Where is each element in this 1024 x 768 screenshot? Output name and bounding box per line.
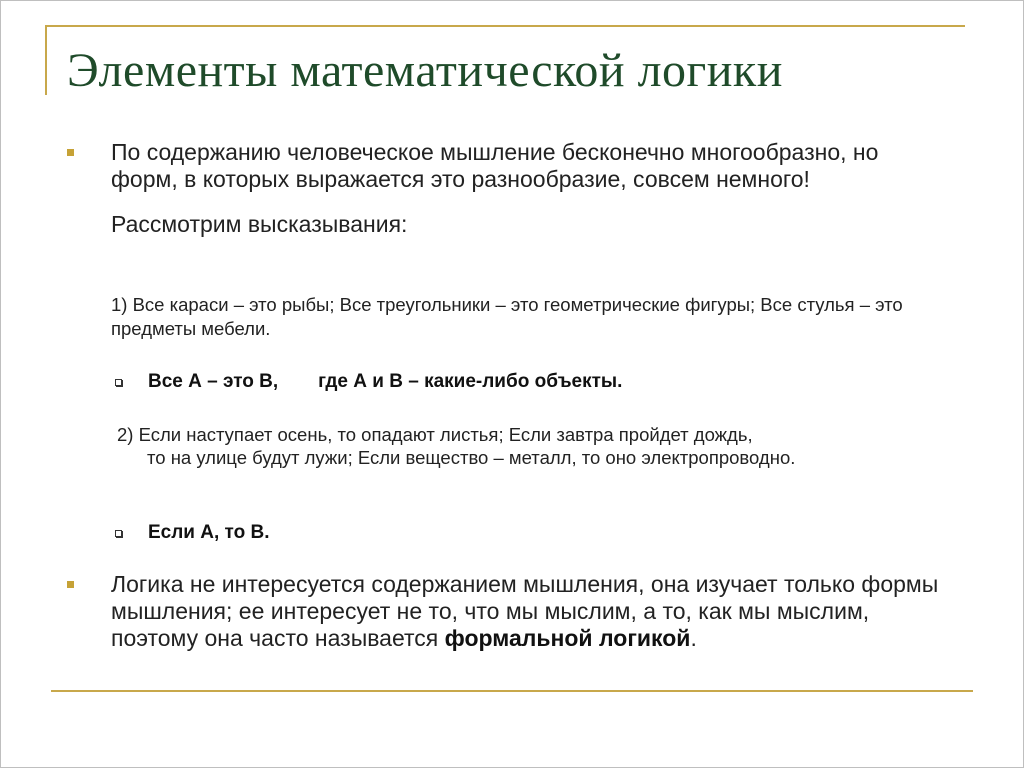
bullet-1-body [111, 139, 941, 238]
example-2-first-line: 2) Если наступает осень, то опадают листья; Если завтра пройдет дождь, [117, 424, 753, 445]
bullet-1-consider: Рассмотрим высказывания: [111, 211, 408, 237]
slide-title: Элементы математической логики [67, 44, 783, 97]
sub-bullet-2: Если А, то В. [148, 522, 270, 543]
sub-bullet-1 [148, 370, 622, 394]
bullet-2-end: . [690, 625, 697, 651]
square-bullet-icon [67, 581, 74, 588]
top-accent-rule [45, 25, 965, 27]
example-2-rest: то на улице будут лужи; Если вещество – металл, то оно электропроводно. [147, 447, 796, 468]
sub-bullet-1-formula: Все А – это В, [148, 371, 279, 392]
hollow-square-bullet-icon [115, 530, 122, 537]
bottom-accent-rule [51, 690, 973, 692]
bullet-2-body [111, 571, 941, 652]
square-bullet-icon [67, 149, 74, 156]
bullet-2-emphasis: формальной логикой [444, 625, 691, 651]
bullet-2-text: Логика не интересуется содержанием мышления, она изучает только формы мышления; ее интересует не то, что мы мыслим, а то, как мы мыслим, поэтому она часто называется [111, 571, 939, 651]
left-accent-rule [45, 25, 47, 95]
bullet-1-intro: По содержанию человеческое мышление бесконечно многообразно, но форм, в которых выражается это разнообразие, совсем немного! [111, 139, 879, 192]
hollow-square-bullet-icon [115, 379, 122, 386]
sub-bullet-1-explanation: где А и В – какие-либо объекты. [318, 371, 623, 392]
example-1: 1) Все караси – это рыбы; Все треугольники – это геометрические фигуры; Все стулья – это предметы мебели. [111, 294, 903, 339]
